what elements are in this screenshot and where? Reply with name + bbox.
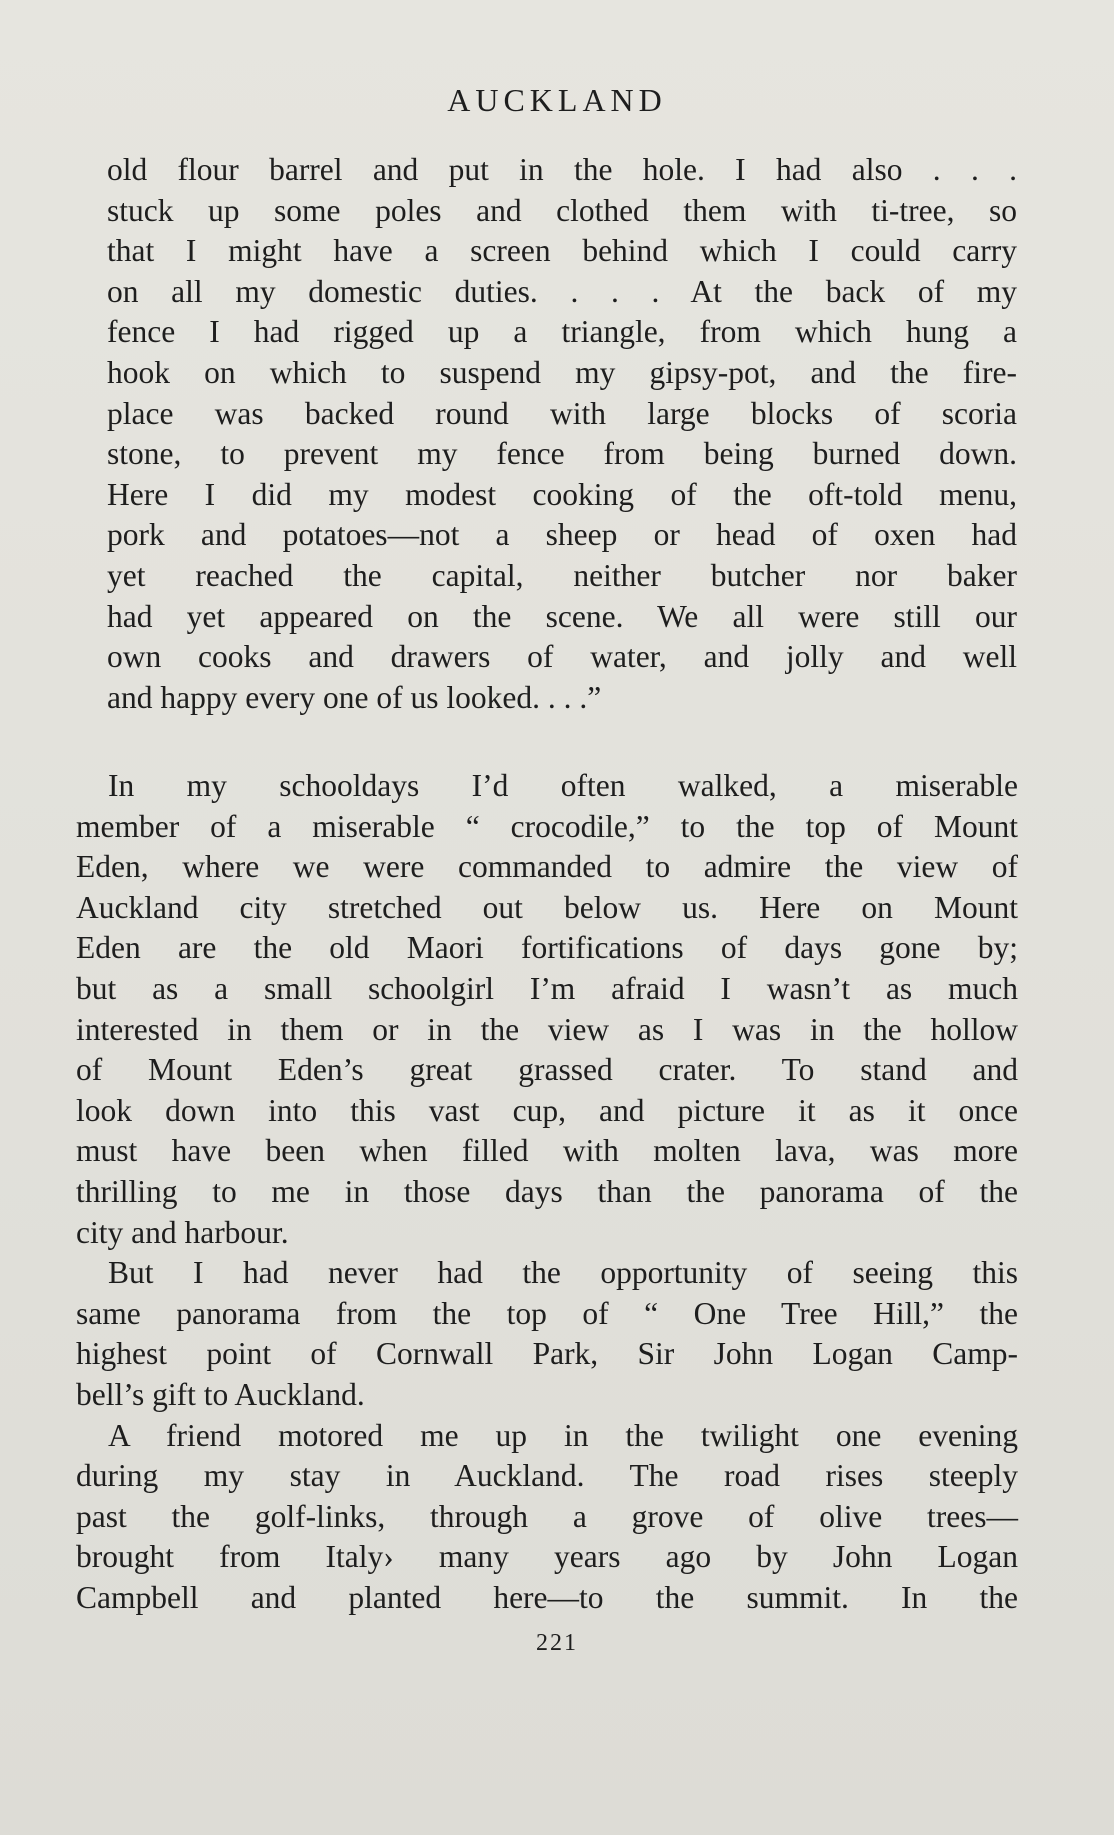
text-line: and happy every one of us looked. . . .” <box>107 679 602 715</box>
text-line: stuck up some poles and clothed them with ti-tree, so <box>107 192 1017 228</box>
quoted-passage <box>107 150 1017 718</box>
text-line: member of a miserable “ crocodile,” to the top of Mount <box>76 808 1018 844</box>
text-line: highest point of Cornwall Park, Sir John Logan Camp- <box>76 1336 1018 1372</box>
text-line: fence I had rigged up a triangle, from which hung a <box>107 314 1017 350</box>
text-line: Auckland city stretched out below us. Here on Mount <box>76 889 1018 925</box>
text-line: must have been when filled with molten lava, was more <box>76 1133 1018 1169</box>
text-line: same panorama from the top of “ One Tree Hill,” the <box>76 1295 1018 1331</box>
text-line: stone, to prevent my fence from being burned down. <box>107 436 1017 472</box>
text-line: old flour barrel and put in the hole. I had also . . . <box>107 152 1017 187</box>
text-line: thrilling to me in those days than the panorama of the <box>76 1173 1018 1209</box>
page-number: 221 <box>536 1630 578 1656</box>
text-line: Eden are the old Maori fortifications of days gone by; <box>76 930 1018 966</box>
text-line: interested in them or in the view as I was in the hollow <box>76 1011 1018 1047</box>
text-line: of Mount Eden’s great grassed crater. To stand and <box>76 1052 1018 1088</box>
text-line: brought from Italy› many years ago by John Logan <box>76 1539 1018 1575</box>
text-line: yet reached the capital, neither butcher nor baker <box>107 557 1017 593</box>
body-text <box>76 766 1018 1618</box>
running-head: AUCKLAND <box>447 82 667 118</box>
text-line: city and harbour. <box>76 1214 289 1250</box>
text-line: hook on which to suspend my gipsy-pot, and the fire- <box>107 354 1017 390</box>
text-line: own cooks and drawers of water, and jolly and well <box>107 639 1017 675</box>
text-line: during my stay in Auckland. The road rises steeply <box>76 1458 1018 1494</box>
text-line: that I might have a screen behind which I could carry <box>107 233 1017 269</box>
text-line: bell’s gift to Auckland. <box>76 1376 365 1412</box>
text-line: Campbell and planted here—to the summit. In the <box>76 1579 1018 1615</box>
text-line: had yet appeared on the scene. We all were still our <box>107 598 1017 634</box>
text-line: pork and potatoes—not a sheep or head of oxen had <box>107 517 1017 553</box>
text-line: In my schooldays I’d often walked, a miserable <box>108 768 1018 803</box>
text-line: place was backed round with large blocks of scoria <box>107 395 1017 431</box>
text-line: look down into this vast cup, and picture it as it once <box>76 1092 1018 1128</box>
text-line: past the golf-links, through a grove of olive trees— <box>76 1498 1018 1534</box>
text-line: on all my domestic duties. . . . At the back of my <box>107 273 1017 309</box>
text-line: but as a small schoolgirl I’m afraid I wasn’t as much <box>76 970 1018 1006</box>
text-line: But I had never had the opportunity of seeing this <box>108 1255 1018 1291</box>
text-line: A friend motored me up in the twilight one evening <box>108 1417 1018 1453</box>
text-line: Eden, where we were commanded to admire the view of <box>76 849 1018 885</box>
text-line: Here I did my modest cooking of the oft-told menu, <box>107 476 1017 512</box>
